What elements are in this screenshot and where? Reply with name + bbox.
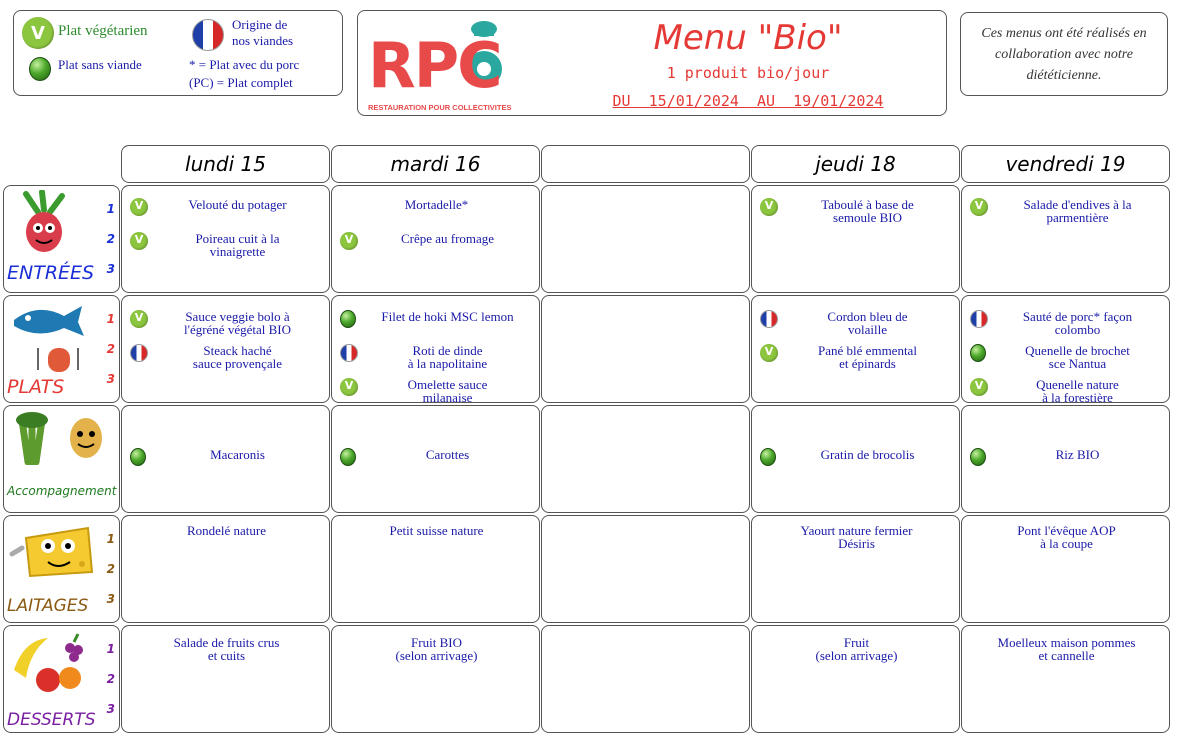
- menu-cell-laitages-day-1: [121, 515, 330, 623]
- dish-item: [760, 636, 953, 662]
- category-number-2: 2: [106, 562, 115, 576]
- vegetarian-icon: [970, 198, 988, 216]
- category-label: Accompagnement: [7, 484, 117, 498]
- menu-title: Menu "Bio": [653, 18, 843, 58]
- dish-name: Sauce veggie bolo à l'égréné végétal BIO: [183, 309, 291, 337]
- day-header-5: vendredi 19: [961, 145, 1170, 183]
- menu-cell-entrees-day-5: [961, 185, 1170, 293]
- category-number-2: 2: [106, 342, 115, 356]
- dish-item: [130, 448, 323, 461]
- category-number-3: 3: [106, 372, 115, 386]
- category-plats: [3, 295, 120, 403]
- day-header-1: lundi 15: [121, 145, 330, 183]
- dish-item: [760, 198, 953, 224]
- fruits-icon: [8, 630, 98, 700]
- dish-name: Pont l'évêque AOP à la coupe: [1017, 523, 1116, 551]
- menu-cell-laitages-day-2: [331, 515, 540, 623]
- dish-name: Omelette sauce milanaise: [407, 377, 488, 405]
- menu-cell-accompagnement-day-3: [541, 405, 750, 513]
- menu-cell-plats-day-4: [751, 295, 960, 403]
- menu-cell-laitages-day-5: [961, 515, 1170, 623]
- category-label: PLATS: [7, 376, 65, 398]
- fish-icon: [8, 300, 88, 380]
- dish-name: Rondelé nature: [186, 523, 267, 538]
- no-meat-icon: [130, 448, 146, 466]
- menu-cell-plats-day-2: [331, 295, 540, 403]
- dish-name: Sauté de porc* façon colombo: [1022, 309, 1133, 337]
- menu-cell-desserts-day-1: [121, 625, 330, 733]
- no-meat-icon: [29, 57, 51, 81]
- dish-name: Quenelle nature à la forestière: [1036, 377, 1119, 405]
- day-header-2: mardi 16: [331, 145, 540, 183]
- category-number-2: 2: [106, 232, 115, 246]
- menu-cell-desserts-day-3: [541, 625, 750, 733]
- cheese-icon: [8, 520, 98, 585]
- dish-item: [760, 448, 953, 461]
- dish-item: [970, 198, 1163, 224]
- category-number-3: 3: [106, 702, 115, 716]
- category-number-1: 1: [106, 202, 115, 216]
- legend-origin: Origine de nos viandes: [232, 17, 294, 48]
- french-flag-icon: [340, 344, 358, 362]
- dish-name: Steack haché sauce provençale: [192, 343, 283, 371]
- dish-item: [340, 636, 533, 662]
- menu-cell-entrees-day-4: [751, 185, 960, 293]
- rpc-logo: [366, 15, 516, 113]
- category-number-2: 2: [106, 672, 115, 686]
- vegetarian-icon: [340, 378, 358, 396]
- dish-item: [970, 310, 1163, 336]
- dish-item: [130, 524, 323, 537]
- vegetarian-icon: [130, 232, 148, 250]
- day-header-4: jeudi 18: [751, 145, 960, 183]
- info-text: Ces menus ont été réalisés en collaboration avec notre diététicienne.: [981, 26, 1147, 83]
- dish-item: [760, 524, 953, 550]
- dish-item: [970, 524, 1163, 550]
- dish-name: Crêpe au fromage: [400, 231, 495, 246]
- french-flag-icon: [760, 310, 778, 328]
- menu-cell-accompagnement-day-1: [121, 405, 330, 513]
- dish-name: Quenelle de brochet sce Nantua: [1025, 343, 1130, 371]
- logo-tagline: RESTAURATION POUR COLLECTIVITES: [368, 103, 512, 112]
- dish-name: Roti de dinde à la napolitaine: [407, 343, 488, 371]
- dish-name: Salade d'endives à la parmentière: [1023, 197, 1132, 225]
- dish-item: [760, 344, 953, 370]
- legend-complete: (PC) = Plat complet: [189, 75, 293, 90]
- dish-item: [760, 310, 953, 336]
- dish-item: [340, 448, 533, 461]
- category-desserts: [3, 625, 120, 733]
- dish-item: [970, 636, 1163, 662]
- dish-name: Filet de hoki MSC lemon: [381, 309, 514, 324]
- dish-item: [130, 344, 323, 370]
- menu-cell-laitages-day-4: [751, 515, 960, 623]
- menu-cell-desserts-day-4: [751, 625, 960, 733]
- dish-name: Salade de fruits crus et cuits: [173, 635, 280, 663]
- menu-subtitle: 1 produit bio/jour: [666, 64, 830, 82]
- dish-item: [130, 198, 323, 211]
- vegetarian-icon: [130, 310, 148, 328]
- french-flag-icon: [970, 310, 988, 328]
- dish-item: [340, 524, 533, 537]
- dish-name: Mortadelle*: [404, 197, 469, 212]
- dish-item: [970, 448, 1163, 461]
- category-number-1: 1: [106, 642, 115, 656]
- dish-name: Moelleux maison pommes et cannelle: [997, 635, 1136, 663]
- category-number-1: 1: [106, 532, 115, 546]
- menu-cell-plats-day-1: [121, 295, 330, 403]
- dish-item: [130, 232, 323, 258]
- vegetables-icon: [8, 410, 118, 470]
- dish-item: [970, 378, 1163, 404]
- french-flag-icon: [130, 344, 148, 362]
- category-number-3: 3: [106, 262, 115, 276]
- category-laitages: [3, 515, 120, 623]
- menu-cell-accompagnement-day-4: [751, 405, 960, 513]
- dish-name: Macaronis: [210, 447, 265, 462]
- no-meat-icon: [970, 344, 986, 362]
- menu-dates: DU 15/01/2024 AU 19/01/2024: [612, 92, 884, 110]
- radish-icon: [8, 190, 88, 265]
- category-label: DESSERTS: [7, 710, 96, 730]
- vegetarian-icon: [760, 198, 778, 216]
- no-meat-icon: [340, 448, 356, 466]
- menu-cell-plats-day-3: [541, 295, 750, 403]
- dish-item: [340, 310, 533, 323]
- dish-name: Taboulé à base de semoule BIO: [821, 197, 914, 225]
- logo-letters: RPC: [368, 29, 501, 102]
- dish-name: Yaourt nature fermier Désiris: [800, 523, 913, 551]
- menu-cell-accompagnement-day-2: [331, 405, 540, 513]
- no-meat-icon: [340, 310, 356, 328]
- info-box: [960, 12, 1168, 96]
- legend-no-meat: Plat sans viande: [58, 57, 142, 72]
- vegetarian-icon: [340, 232, 358, 250]
- menu-cell-plats-day-5: [961, 295, 1170, 403]
- no-meat-icon: [760, 448, 776, 466]
- french-flag-icon: [192, 19, 224, 51]
- header-box: [357, 10, 947, 116]
- dish-name: Petit suisse nature: [389, 523, 484, 538]
- menu-cell-accompagnement-day-5: [961, 405, 1170, 513]
- dish-item: [340, 198, 533, 211]
- dish-item: [340, 232, 533, 245]
- legend-pork: * = Plat avec du porc: [189, 57, 300, 72]
- vegetarian-icon: [970, 378, 988, 396]
- category-number-3: 3: [106, 592, 115, 606]
- no-meat-icon: [970, 448, 986, 466]
- vegetarian-icon: [760, 344, 778, 362]
- menu-cell-desserts-day-5: [961, 625, 1170, 733]
- dish-name: Gratin de brocolis: [820, 447, 915, 462]
- dish-item: [130, 636, 323, 662]
- menu-cell-desserts-day-2: [331, 625, 540, 733]
- dish-item: [340, 378, 533, 404]
- category-number-1: 1: [106, 312, 115, 326]
- category-entrees: [3, 185, 120, 293]
- dish-name: Carottes: [425, 447, 470, 462]
- dish-name: Fruit (selon arrivage): [815, 635, 898, 663]
- dish-name: Fruit BIO (selon arrivage): [395, 635, 478, 663]
- dish-item: [970, 344, 1163, 370]
- menu-cell-laitages-day-3: [541, 515, 750, 623]
- menu-cell-entrees-day-2: [331, 185, 540, 293]
- dish-item: [130, 310, 323, 336]
- day-header-3: [541, 145, 750, 183]
- category-label: ENTRÉES: [7, 262, 95, 284]
- dish-name: Cordon bleu de volaille: [827, 309, 908, 337]
- category-accompagnement: [3, 405, 120, 513]
- menu-cell-entrees-day-3: [541, 185, 750, 293]
- vegetarian-icon: [22, 17, 54, 49]
- dish-name: Riz BIO: [1055, 447, 1100, 462]
- legend-box: [13, 10, 343, 96]
- vegetarian-icon: [130, 198, 148, 216]
- dish-item: [340, 344, 533, 370]
- dish-name: Pané blé emmental et épinards: [818, 343, 917, 371]
- legend-vegetarian: Plat végétarien: [58, 23, 148, 39]
- category-label: LAITAGES: [7, 596, 89, 616]
- menu-cell-entrees-day-1: [121, 185, 330, 293]
- dish-name: Velouté du potager: [188, 197, 287, 212]
- dish-name: Poireau cuit à la vinaigrette: [195, 231, 280, 259]
